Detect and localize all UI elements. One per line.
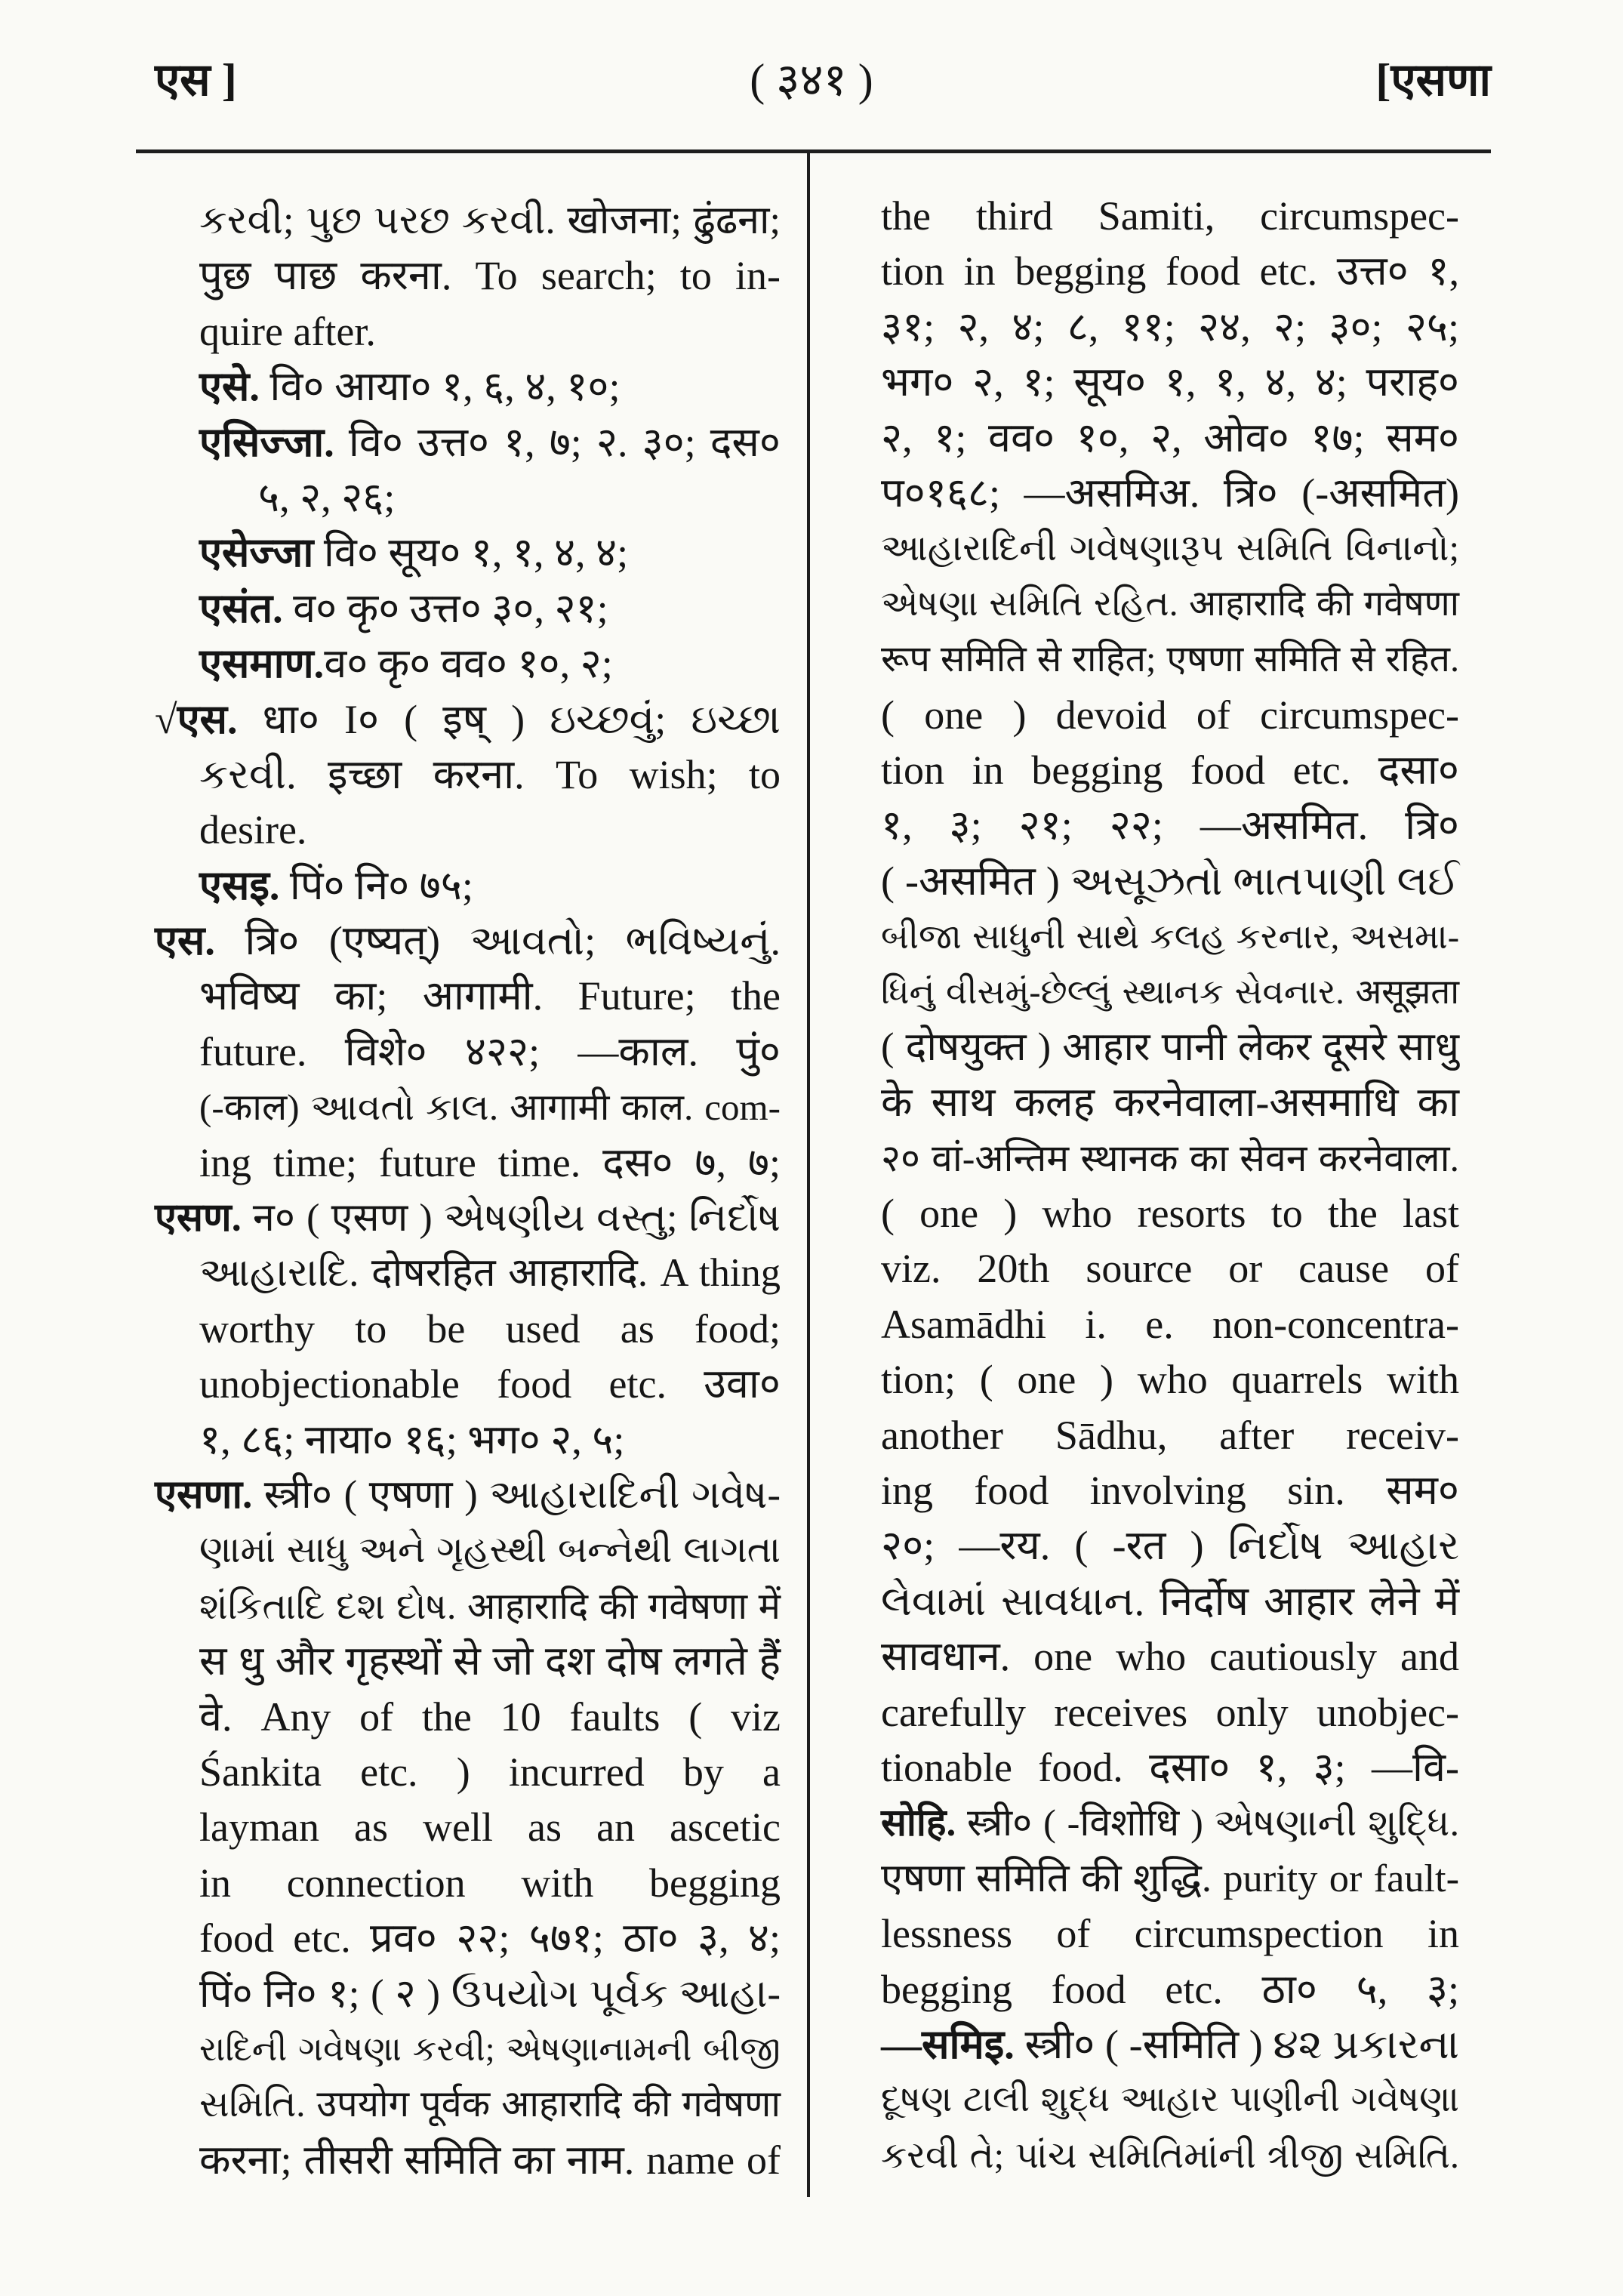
- left-column-line: [155, 692, 782, 747]
- left-column-line: पुछ पाछ करना. To search; to in-: [199, 253, 781, 299]
- right-column-line: tion in begging food etc. उत्त० १,: [881, 248, 1459, 294]
- left-column-line: શંકિતાદિ દશ દોષ. आहारादि की गवेषणा में: [199, 1585, 781, 1627]
- headword: एस.: [155, 918, 215, 964]
- right-column-line: २, १; वव० १०, २, ओव० १७; सम०: [881, 415, 1459, 461]
- left-column-line: desire.: [199, 807, 307, 853]
- definition-text: न० ( एसण ) એષણીય વસ્તુ; નિર્દોષ: [252, 1197, 781, 1240]
- right-column-line: કરવી તે; પાંચ સમિતિમાંની ત્રીજી સમિતિ.: [881, 2135, 1459, 2176]
- definition-text: व० कृ० वव० १०, २;: [324, 641, 613, 687]
- left-column-line: करना; तीसरी समिति का नाम. name of: [199, 2137, 781, 2183]
- right-column-line: tion in begging food etc. दसा०: [881, 747, 1459, 793]
- right-column-line: tion; ( one ) who quarrels with: [881, 1357, 1459, 1403]
- right-column-line: एषणा समिति की शुद्धि. purity or fault-: [881, 1856, 1459, 1900]
- left-column-line: future. विशे० ४२२; —काल. पुं०: [199, 1028, 781, 1074]
- left-column-line: સમિતિ. उपयोग पूर्वक आहारादि की गवेषणा: [199, 2084, 781, 2125]
- right-column-line: के साथ कलह करनेवाला-असमाधि का: [881, 1080, 1459, 1126]
- left-column-line: ing time; future time. दस० ७, ७;: [199, 1139, 781, 1185]
- right-column-line: carefully receives only unobjec-: [881, 1689, 1459, 1735]
- left-column-line: કરવી. इच्छा करना. To wish; to: [199, 751, 781, 797]
- left-column-line: કરવી; પુછ પરછ કરવી. खोजना; ढुंढना;: [199, 199, 781, 242]
- left-column-line: quire after.: [199, 308, 376, 354]
- left-column-line: [199, 525, 782, 581]
- right-column-line: begging food etc. ठा० ५, ३;: [881, 1966, 1459, 2012]
- page-number: ( ३४१ ): [750, 55, 873, 105]
- right-column-line: બીજા સાધુની સાથે કલહ કરનાર, અસમા-: [881, 917, 1459, 957]
- headword: एसेज्जा: [199, 530, 314, 576]
- right-column-line: Asamādhi i. e. non-concentra-: [881, 1301, 1459, 1347]
- left-column-line: [199, 415, 782, 470]
- right-column-line: [881, 1795, 1461, 1851]
- left-column-line: पिं० नि० १; ( २ ) ઉપયોગ પૂર્વક આહા-: [199, 1971, 781, 2016]
- right-column-line: આહારાદિની ગવેષણારૂપ સમિતિ વિનાનો;: [881, 529, 1459, 569]
- right-column-line: ( दोषयुक्त ) आहार पानी लेकर दूसरे साधु: [881, 1025, 1459, 1069]
- headword: एसइ.: [199, 862, 280, 908]
- right-column-line: २०; —रय. ( -रत ) નિર્દોષ આહાર: [881, 1523, 1459, 1569]
- right-column-line: એષણા સમિતિ રહિત. आहारादि की गवेषणा: [881, 584, 1459, 624]
- left-column-line: वे. Any of the 10 faults ( viz: [199, 1693, 781, 1740]
- right-column-line: २० वां-अन्तिम स्थानक का सेवन करनेवाला.: [881, 1137, 1459, 1179]
- headword: एसमाण.: [199, 641, 325, 687]
- left-column-line: worthy to be used as food;: [199, 1305, 781, 1351]
- right-guide-word: [एसणा: [1375, 55, 1491, 105]
- right-column-line: ( one ) devoid of circumspec-: [881, 692, 1459, 738]
- column-divider: [807, 151, 810, 2197]
- definition-text: त्रि० (एष्यत्) આવતો; ભવિષ્યનું.: [245, 918, 781, 964]
- left-column-line: [155, 1468, 782, 1523]
- headword: —समिइ.: [881, 2021, 1015, 2067]
- right-column-line: ३१; २, ४; ८, ११; २४, २; ३०; २५;: [881, 304, 1459, 350]
- definition-text: वि० सूय० १, १, ४, ४;: [323, 530, 629, 576]
- right-column-line: ધિનું વીસમું-છેલ્લું સ્થાનક સેવનાર. असूझता: [881, 972, 1459, 1012]
- headword: एसंत.: [199, 585, 283, 631]
- right-column-line: [881, 2017, 1461, 2073]
- definition-text: वि० आया० १, ६, ४, १०;: [269, 364, 621, 410]
- left-column-line: १, ८६; नाया० १६; भग० २, ५;: [199, 1416, 625, 1462]
- left-column-line: Śankita etc. ) incurred by a: [199, 1749, 781, 1795]
- right-column-line: भग० २, १; सूय० १, १, ४, ४; पराह०: [881, 359, 1459, 405]
- definition-text: धा० I० ( इष् ) ઇચ્છવું; ઇચ્છા: [262, 696, 781, 742]
- definition-text: स्त्री० ( -विशोधि ) એષણાની શુદ્ધિ.: [966, 1801, 1459, 1845]
- left-column-line: layman as well as an ascetic: [199, 1804, 781, 1851]
- headword: एसण.: [155, 1197, 242, 1240]
- definition-text: पिं० नि० ७५;: [289, 862, 473, 908]
- left-column: [155, 193, 782, 2188]
- right-column-line: ( -असमित ) અસૂઝતો ભાતપાણી લઈ: [881, 858, 1459, 904]
- headword: सोहि.: [881, 1801, 956, 1845]
- definition-text: स्त्री० ( -समिति ) ૪૨ પ્રકારના: [1024, 2021, 1459, 2067]
- left-column-line: [199, 359, 782, 415]
- left-column-line: भविष्य का; आगामी. Future; the: [199, 973, 781, 1019]
- right-column-line: દૂષણ ટાલી શુદ્ધ આહાર પાણીની ગવેષણા: [881, 2080, 1459, 2120]
- left-column-line: [199, 581, 782, 636]
- left-guide-word: एस ]: [155, 55, 237, 105]
- right-column-line: सावधान. one who cautiously and: [881, 1634, 1459, 1680]
- left-column-line: [155, 914, 782, 969]
- right-column-line: લેવામાં સાવધાન. निर्दोष आहार लेने में: [881, 1578, 1459, 1624]
- right-column: [881, 189, 1461, 2184]
- right-column-line: रूप समिति से राहित; एषणा समिति से रहित.: [881, 639, 1459, 680]
- left-column-line: [199, 636, 782, 692]
- right-column-line: ( one ) who resorts to the last: [881, 1191, 1459, 1237]
- definition-text: स्त्री० ( एषणा ) આહારાદિની ગવેષ-: [263, 1472, 781, 1517]
- headword: एसे.: [199, 364, 260, 410]
- left-column-line: स धु और गृहस्थों से जो दश दोष लगते हैं: [199, 1638, 781, 1684]
- right-column-line: १, ३; २१; २२; —असमित. त्रि०: [881, 803, 1459, 849]
- right-column-line: ing food involving sin. सम०: [881, 1467, 1459, 1513]
- right-column-line: lessness of circumspection in: [881, 1911, 1459, 1957]
- right-column-line: tionable food. दसा० १, ३; —वि-: [881, 1744, 1459, 1790]
- right-column-line: viz. 20th source or cause of: [881, 1246, 1459, 1292]
- right-column-line: another Sādhu, after receiv-: [881, 1412, 1459, 1458]
- left-column-line: ५, २, २६;: [258, 474, 396, 520]
- left-column-line: food etc. प्रव० २२; ५७१; ठा० ३, ४;: [199, 1915, 781, 1962]
- headword: एसणा.: [155, 1472, 253, 1517]
- definition-text: व० कृ० उत्त० ३०, २१;: [293, 585, 608, 631]
- header-rule: [136, 149, 1491, 153]
- left-column-line: (-काल) આવતો કાલ. आगामी काल. com-: [199, 1086, 781, 1129]
- left-column-line: [199, 858, 782, 914]
- left-column-line: ણામાં સાધુ અને ગૃહસ્થી બન્નેથી લાગતા: [199, 1530, 781, 1571]
- left-column-line: in connection with begging: [199, 1860, 781, 1906]
- right-column-line: the third Samiti, circumspec-: [881, 193, 1459, 239]
- definition-text: वि० उत्त० १, ७; २. ३०; दस०: [348, 419, 781, 465]
- headword: एसिज्जा.: [199, 419, 334, 465]
- headword: √एस.: [155, 696, 238, 742]
- left-column-line: આહારાદિ. दोषरहित आहारादि. A thing: [199, 1251, 781, 1296]
- left-column-line: unobjectionable food etc. उवा०: [199, 1361, 781, 1407]
- left-column-line: રાદિની ગવેષણા કરવી; એષણાનામની બીજી: [199, 2029, 781, 2068]
- left-column-line: [155, 1191, 782, 1246]
- right-column-line: प०१६८; —असमिअ. त्रि० (-असमित): [881, 470, 1459, 516]
